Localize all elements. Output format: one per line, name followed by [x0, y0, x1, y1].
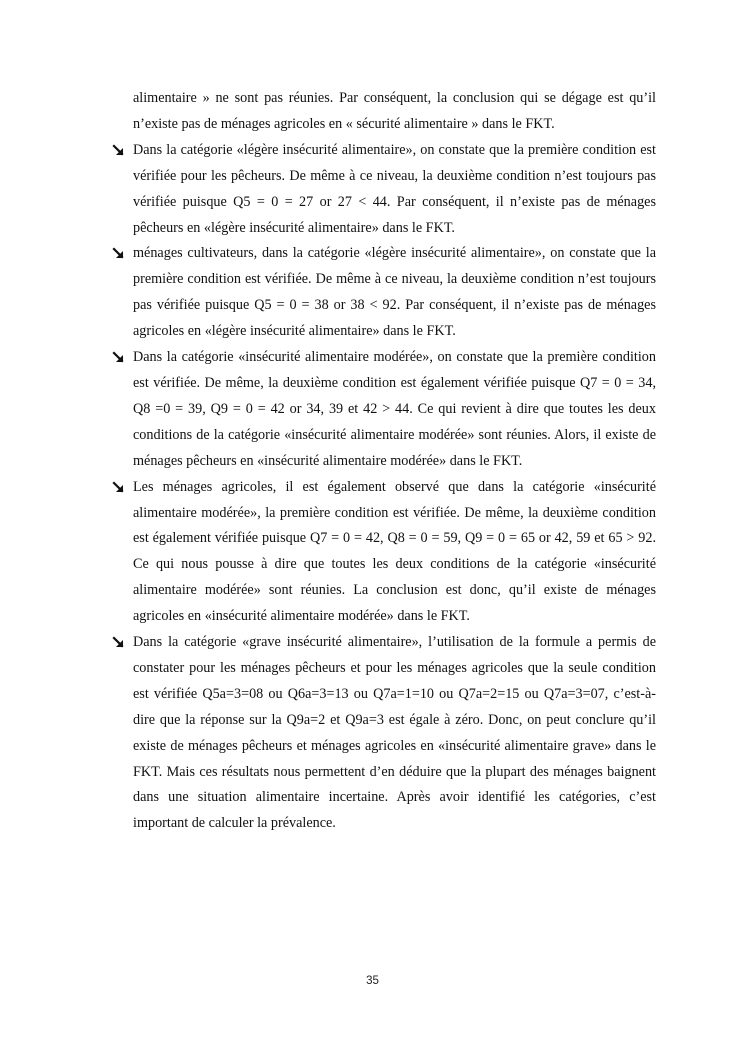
paragraph-text: Les ménages agricoles, il est également observé que dans la catégorie «insécurité alimentaire modérée», la première condition est vérifiée. De même, la deuxième condition est également vérifiée puisque Q7 = 0 = 42, Q8 = 0 = 59, Q9 = 0 = 65 or 42, 59 et 65 > 92. Ce qui nous pousse à dire que toutes les deux conditions de la catégorie «insécurité alimentaire modérée» sont réunies. La conclusion est donc, qu’il existe de ménages agricoles en «insécurité alimentaire modérée» dans le FKT. [133, 478, 656, 625]
paragraph-text: Dans la catégorie «grave insécurité alimentaire», l’utilisation de la formule a permis de constater pour les ménages pêcheurs et pour les ménages agricoles que la seule condition est vérifiée Q5a=3=08 ou Q6a=3=13 ou Q7a=1=10 ou Q7a=2=15 ou Q7a=3=07, c’est-à-dire que la réponse sur la Q9a=2 et Q9a=3 est égale à zéro. Donc, on peut conclure qu’il existe de ménages pêcheurs et ménages agricoles en «insécurité alimentaire grave» dans le FKT. Mais ces résultats nous permettent d’en déduire que la plupart des ménages baignent dans une situation alimentaire incertaine. Après avoir identifié les catégories, c’est important de calculer la prévalence. [133, 634, 656, 832]
paragraph-text: alimentaire » ne sont pas réunies. Par conséquent, la conclusion qui se dégage est qu’il n’existe pas de ménages agricoles en « sécurité alimentaire » dans le FKT. [133, 90, 656, 132]
page-number: 35 [366, 975, 379, 987]
arrow-down-right-icon [112, 144, 125, 157]
bullet-item-farmers-moderate-insecurity [112, 475, 656, 630]
bullet-item-fishers-light-insecurity [112, 138, 656, 242]
bullet-item-severe-insecurity [112, 630, 656, 837]
paragraph-text: ménages cultivateurs, dans la catégorie «légère insécurité alimentaire», on constate que la première condition est vérifiée. De même à ce niveau, la deuxième condition n’est toujours pas vérifiée puisque Q5 = 0 = 38 or 38 < 92. Par conséquent, il n’existe pas de ménages agricoles en «légère insécurité alimentaire» dans le FKT. [133, 245, 656, 340]
bullet-item-fishers-moderate-insecurity [112, 345, 656, 475]
bullet-item-farmers-light-insecurity [112, 241, 656, 345]
paragraph-continuation [112, 86, 656, 138]
document-body [112, 86, 656, 837]
paragraph-text: Dans la catégorie «légère insécurité alimentaire», on constate que la première condition est vérifiée pour les pêcheurs. De même à ce niveau, la deuxième condition n’est toujours pas vérifiée puisque Q5 = 0 = 27 or 27 < 44. Par conséquent, il n’existe pas de ménages pêcheurs en «légère insécurité alimentaire» dans le FKT. [133, 141, 656, 236]
arrow-down-right-icon [112, 351, 125, 364]
arrow-down-right-icon [112, 636, 125, 649]
arrow-down-right-icon [112, 481, 125, 494]
arrow-down-right-icon [112, 247, 125, 260]
paragraph-text: Dans la catégorie «insécurité alimentaire modérée», on constate que la première condition est vérifiée. De même, la deuxième condition est également vérifiée puisque Q7 = 0 = 34, Q8 =0 = 39, Q9 = 0 = 42 or 34, 39 et 42 > 44. Ce qui revient à dire que toutes les deux conditions de la catégorie «insécurité alimentaire modérée» sont réunies. Alors, il existe de ménages pêcheurs en «insécurité alimentaire modérée» dans le FKT. [133, 349, 656, 469]
